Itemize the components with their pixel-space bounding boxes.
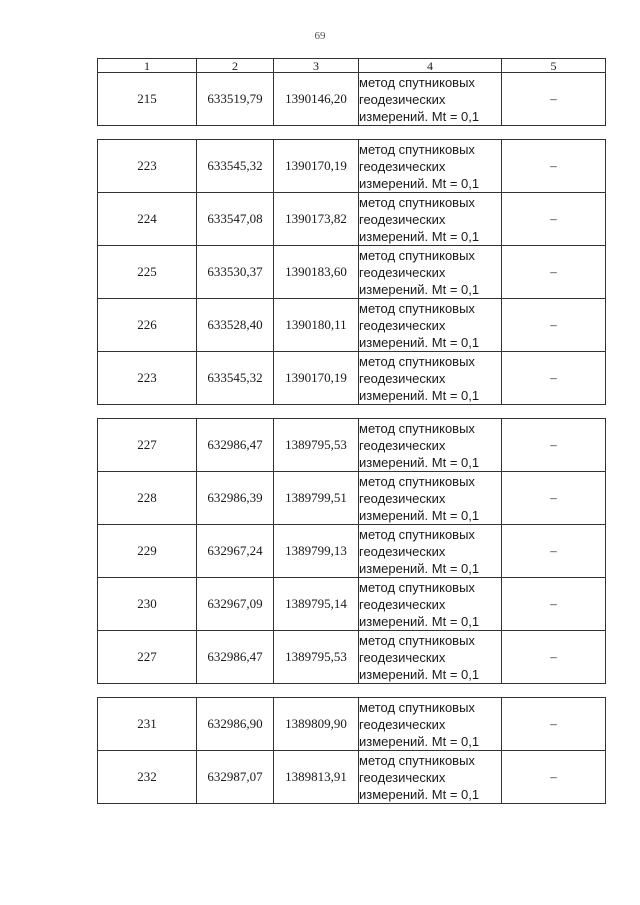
y-coordinate-cell: 1390173,82: [274, 193, 359, 246]
method-line: метод спутниковых: [359, 579, 475, 595]
coordinates-table-body: [98, 59, 606, 804]
method-cell: [359, 472, 502, 525]
x-coordinate-cell: 633547,08: [197, 193, 274, 246]
col5-cell: –: [502, 193, 606, 246]
header-col-3: 3: [274, 59, 359, 73]
method-line: метод спутниковых: [359, 699, 475, 715]
group-separator-cell: [98, 684, 606, 698]
method-line: метод спутниковых: [359, 247, 475, 263]
x-coordinate-cell: 632967,24: [197, 525, 274, 578]
point-number-cell: 225: [98, 246, 197, 299]
method-line: геодезических: [359, 596, 446, 612]
method-line: геодезических: [359, 370, 446, 386]
method-line: геодезических: [359, 158, 446, 174]
y-coordinate-cell: 1389799,51: [274, 472, 359, 525]
header-col-5: 5: [502, 59, 606, 73]
method-line: метод спутниковых: [359, 632, 475, 648]
x-coordinate-cell: 632986,47: [197, 631, 274, 684]
method-cell: [359, 751, 502, 804]
table-row: [98, 352, 606, 405]
method-line: метод спутниковых: [359, 473, 475, 489]
method-line: геодезических: [359, 437, 446, 453]
method-line: измерений. Mt = 0,1: [359, 666, 480, 682]
method-line: метод спутниковых: [359, 300, 475, 316]
group-separator-row: [98, 405, 606, 419]
method-line: измерений. Mt = 0,1: [359, 786, 480, 802]
header-col-4: 4: [359, 59, 502, 73]
y-coordinate-cell: 1389799,13: [274, 525, 359, 578]
col5-cell: –: [502, 698, 606, 751]
method-line: измерений. Mt = 0,1: [359, 387, 480, 403]
method-line: измерений. Mt = 0,1: [359, 228, 480, 244]
method-cell: [359, 352, 502, 405]
method-line: геодезических: [359, 716, 446, 732]
col5-cell: –: [502, 246, 606, 299]
point-number-cell: 226: [98, 299, 197, 352]
y-coordinate-cell: 1389795,53: [274, 631, 359, 684]
x-coordinate-cell: 632986,39: [197, 472, 274, 525]
header-col-1: 1: [98, 59, 197, 73]
table-row: [98, 419, 606, 472]
method-line: геодезических: [359, 91, 446, 107]
table-row: [98, 299, 606, 352]
table-row: [98, 193, 606, 246]
table-row: [98, 578, 606, 631]
col5-cell: –: [502, 525, 606, 578]
method-line: измерений. Mt = 0,1: [359, 281, 480, 297]
y-coordinate-cell: 1389813,91: [274, 751, 359, 804]
method-line: метод спутниковых: [359, 141, 475, 157]
method-line: метод спутниковых: [359, 353, 475, 369]
col5-cell: –: [502, 631, 606, 684]
method-cell: [359, 299, 502, 352]
x-coordinate-cell: 632986,90: [197, 698, 274, 751]
point-number-cell: 227: [98, 631, 197, 684]
col5-cell: –: [502, 73, 606, 126]
method-cell: [359, 631, 502, 684]
x-coordinate-cell: 633545,32: [197, 140, 274, 193]
table-header-row: [98, 59, 606, 73]
method-line: геодезических: [359, 490, 446, 506]
point-number-cell: 229: [98, 525, 197, 578]
method-line: геодезических: [359, 769, 446, 785]
point-number-cell: 215: [98, 73, 197, 126]
x-coordinate-cell: 632987,07: [197, 751, 274, 804]
x-coordinate-cell: 633530,37: [197, 246, 274, 299]
group-separator-row: [98, 126, 606, 140]
table-row: [98, 631, 606, 684]
group-separator-row: [98, 684, 606, 698]
group-separator-cell: [98, 126, 606, 140]
page-number: 69: [314, 30, 326, 42]
method-line: измерений. Mt = 0,1: [359, 175, 480, 191]
point-number-cell: 232: [98, 751, 197, 804]
x-coordinate-cell: 633519,79: [197, 73, 274, 126]
y-coordinate-cell: 1390180,11: [274, 299, 359, 352]
method-cell: [359, 140, 502, 193]
method-cell: [359, 73, 502, 126]
table-row: [98, 525, 606, 578]
method-line: геодезических: [359, 317, 446, 333]
point-number-cell: 224: [98, 193, 197, 246]
method-cell: [359, 419, 502, 472]
y-coordinate-cell: 1389795,14: [274, 578, 359, 631]
table-row: [98, 698, 606, 751]
coordinates-table: [97, 58, 606, 804]
method-line: измерений. Mt = 0,1: [359, 507, 480, 523]
method-cell: [359, 698, 502, 751]
x-coordinate-cell: 633545,32: [197, 352, 274, 405]
y-coordinate-cell: 1389809,90: [274, 698, 359, 751]
point-number-cell: 228: [98, 472, 197, 525]
group-separator-cell: [98, 405, 606, 419]
method-cell: [359, 525, 502, 578]
x-coordinate-cell: 632986,47: [197, 419, 274, 472]
header-col-2: 2: [197, 59, 274, 73]
col5-cell: –: [502, 472, 606, 525]
y-coordinate-cell: 1389795,53: [274, 419, 359, 472]
table-row: [98, 472, 606, 525]
col5-cell: –: [502, 140, 606, 193]
method-line: измерений. Mt = 0,1: [359, 560, 480, 576]
method-line: метод спутниковых: [359, 752, 475, 768]
method-line: геодезических: [359, 264, 446, 280]
y-coordinate-cell: 1390170,19: [274, 140, 359, 193]
method-line: геодезических: [359, 649, 446, 665]
point-number-cell: 223: [98, 140, 197, 193]
point-number-cell: 227: [98, 419, 197, 472]
col5-cell: –: [502, 751, 606, 804]
method-line: измерений. Mt = 0,1: [359, 613, 480, 629]
method-cell: [359, 193, 502, 246]
method-line: измерений. Mt = 0,1: [359, 334, 480, 350]
x-coordinate-cell: 633528,40: [197, 299, 274, 352]
y-coordinate-cell: 1390170,19: [274, 352, 359, 405]
method-line: метод спутниковых: [359, 526, 475, 542]
point-number-cell: 231: [98, 698, 197, 751]
method-line: измерений. Mt = 0,1: [359, 454, 480, 470]
col5-cell: –: [502, 352, 606, 405]
method-line: метод спутниковых: [359, 194, 475, 210]
method-cell: [359, 578, 502, 631]
method-line: измерений. Mt = 0,1: [359, 108, 480, 124]
table-row: [98, 751, 606, 804]
x-coordinate-cell: 632967,09: [197, 578, 274, 631]
y-coordinate-cell: 1390146,20: [274, 73, 359, 126]
method-line: метод спутниковых: [359, 74, 475, 90]
method-line: измерений. Mt = 0,1: [359, 733, 480, 749]
table-row: [98, 246, 606, 299]
y-coordinate-cell: 1390183,60: [274, 246, 359, 299]
method-line: геодезических: [359, 211, 446, 227]
point-number-cell: 230: [98, 578, 197, 631]
col5-cell: –: [502, 299, 606, 352]
table-row: [98, 140, 606, 193]
method-line: метод спутниковых: [359, 420, 475, 436]
method-line: геодезических: [359, 543, 446, 559]
point-number-cell: 223: [98, 352, 197, 405]
col5-cell: –: [502, 419, 606, 472]
method-cell: [359, 246, 502, 299]
col5-cell: –: [502, 578, 606, 631]
table-row: [98, 73, 606, 126]
